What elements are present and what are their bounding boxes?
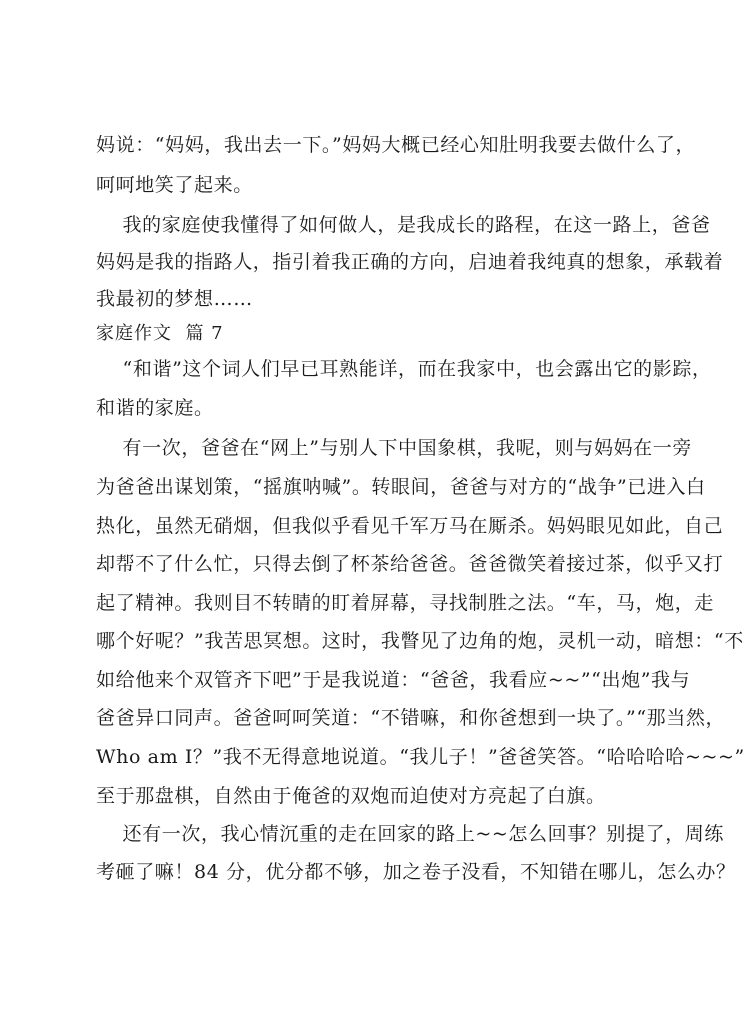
text-line: Who am I？”我不无得意地说道。“我儿子！”爸爸笑答。“哈哈哈哈~~~” (96, 746, 745, 768)
text-line: “和谐”这个词人们早已耳熟能详，而在我家中，也会露出它的影踪， (96, 358, 712, 380)
text-line: 我的家庭使我懂得了如何做人，是我成长的路程，在这一路上，爸爸 (96, 214, 711, 236)
text-line: 妈说：“妈妈，我出去一下。”妈妈大概已经心知肚明我要去做什么了， (96, 134, 696, 156)
text-line: 有一次，爸爸在“网上”与别人下中国象棋，我呢，则与妈妈在一旁 (96, 437, 692, 459)
text-line: 妈妈是我的指路人，指引着我正确的方向，启迪着我纯真的想象，承载着 (96, 251, 724, 273)
text-line: 考砸了嘛！84 分，优分都不够，加之卷子没看，不知错在哪儿，怎么办？ (96, 861, 736, 883)
text-line: 爸爸异口同声。爸爸呵呵笑道：“不错嘛，和你爸想到一块了。”“那当然， (96, 707, 726, 729)
text-line: 哪个好呢？”我苦思冥想。这时，我瞥见了边角的炮，灵机一动，暗想：“不 (96, 630, 744, 652)
text-line: 热化，虽然无硝烟，但我似乎看见千军万马在厮杀。妈妈眼见如此，自己 (96, 515, 724, 537)
text-line: 还有一次，我心情沉重的走在回家的路上~~怎么回事？别提了，周练 (96, 823, 724, 845)
text-line: 为爸爸出谋划策，“摇旗呐喊”。转眼间，爸爸与对方的“战争”已进入白 (96, 476, 706, 498)
text-line: 至于那盘棋，自然由于俺爸的双炮而迫使对方亮起了白旗。 (96, 785, 606, 807)
text-line: 如给他来个双管齐下吧”于是我说道：“爸爸，我看应~~”“出炮”我与 (96, 669, 691, 691)
text-line: 呵呵地笑了起来。 (96, 174, 253, 196)
text-line: 却帮不了什么忙，只得去倒了杯茶给爸爸。爸爸微笑着接过茶，似乎又打 (96, 553, 724, 575)
text-line: 我最初的梦想…… (96, 288, 253, 310)
text-line: 和谐的家庭。 (96, 397, 214, 419)
text-line: 起了精神。我则目不转睛的盯着屏幕，寻找制胜之法。“车，马，炮，走 (96, 592, 714, 614)
section-title: 家庭作文 篇 7 (96, 323, 224, 344)
